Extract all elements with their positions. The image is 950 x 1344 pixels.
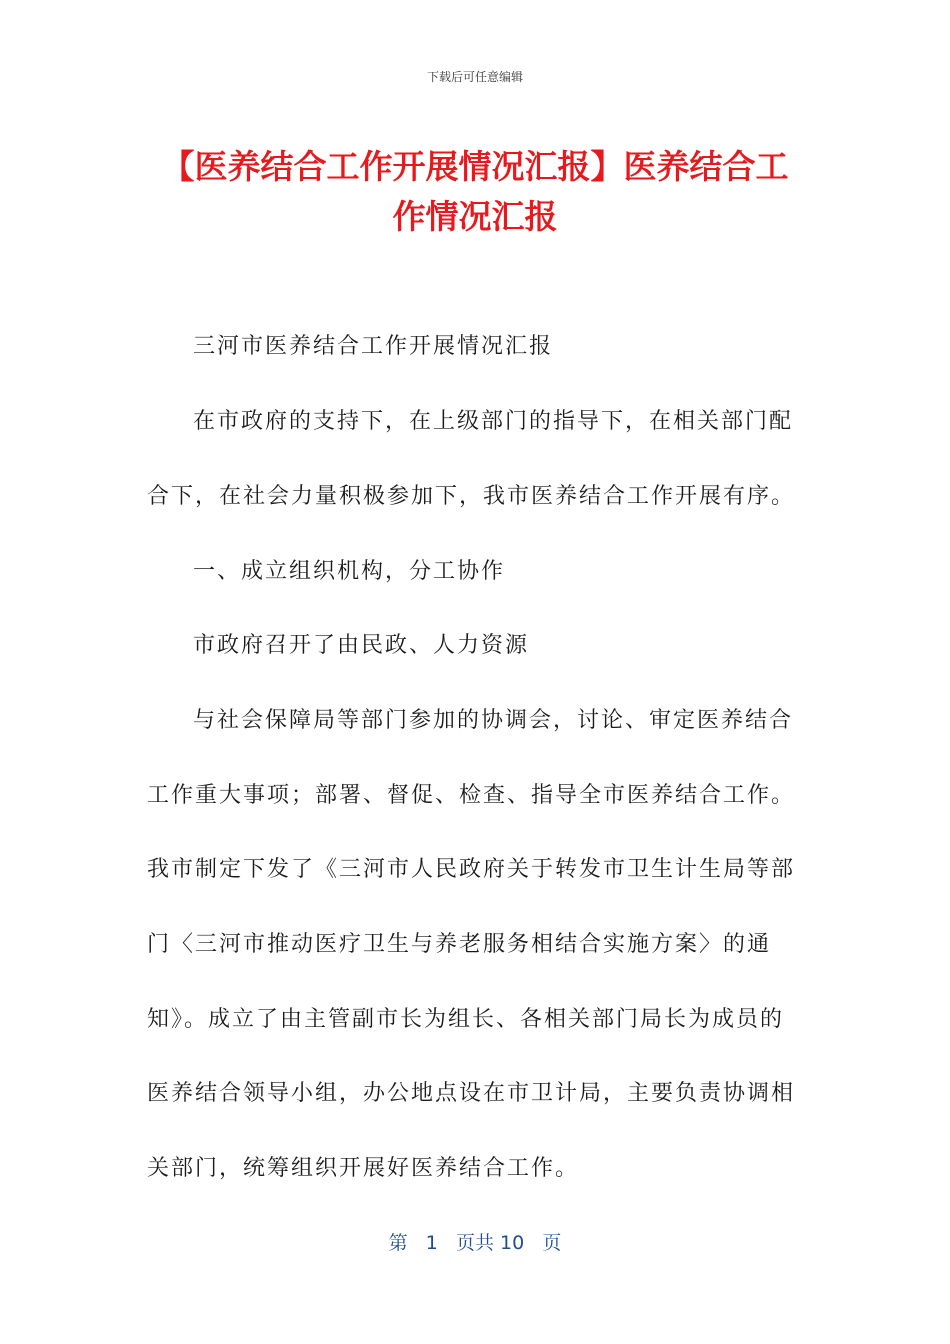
body-line: 与社会保障局等部门参加的协调会，讨论、审定医养结合 [193,708,794,733]
footer-suffix: 页 [542,1232,562,1254]
document-title-line-2: 作情况汇报 [392,197,558,236]
page-footer [0,1228,950,1255]
body-line: 合下，在社会力量积极参加下，我市医养结合工作开展有序。 [147,484,796,509]
document-title [140,142,810,242]
body-line: 知》。成立了由主管副市长为组长、各相关部门局长为成员的 [147,1007,785,1032]
document-title-line-1: 【医养结合工作开展情况汇报】医养结合工 [161,147,789,186]
footer-prefix: 第 [388,1232,408,1254]
footer-mid: 页共 [455,1232,494,1254]
current-page-number: 1 [425,1232,438,1254]
body-line: 工作重大事项；部署、督促、检查、指导全市医养结合工作。 [147,783,796,808]
header-note: 下载后可任意编辑 [426,70,523,84]
body-line: 医养结合领导小组，办公地点设在市卫计局，主要负责协调相 [147,1081,796,1106]
body-line: 市政府召开了由民政、人力资源 [193,633,530,658]
section-heading: 一、成立组织机构，分工协作 [193,559,506,584]
body-line: 门〈三河市推动医疗卫生与养老服务相结合实施方案〉的通 [147,932,772,957]
body-line-subtitle: 三河市医养结合工作开展情况汇报 [193,334,554,359]
body-line: 关部门，统筹组织开展好医养结合工作。 [147,1156,580,1181]
body-line: 在市政府的支持下，在上级部门的指导下，在相关部门配 [193,409,794,434]
total-page-count: 10 [500,1232,525,1254]
body-line: 我市制定下发了《三河市人民政府关于转发市卫生计生局等部 [147,857,796,882]
